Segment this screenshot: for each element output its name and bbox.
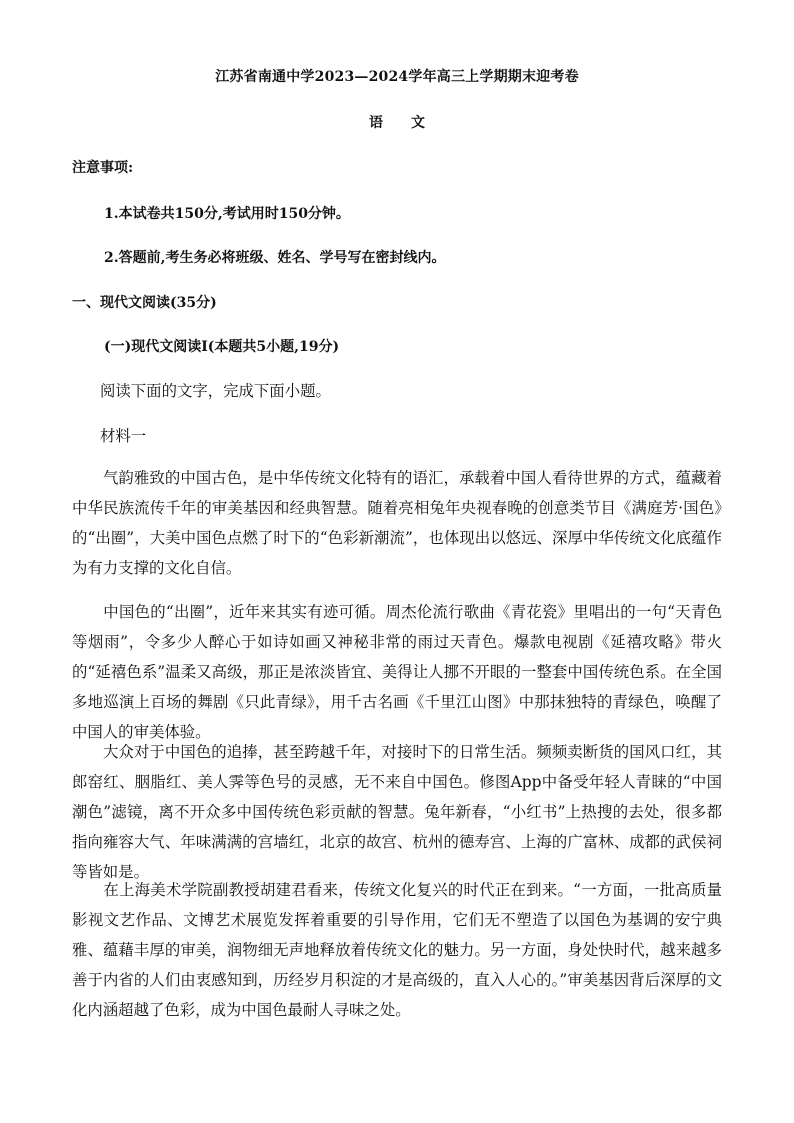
paragraph-3: 大众对于中国色的追捧，甚至跨越千年，对接时下的日常生活。频频卖断货的国风口红，其郎窑红、胭脂红、美人霁等色号的灵感，无不来自中国色。修图App中备受年轻人青睐的“中国潮色”滤镜，离不开众多中国传统色彩贡献的智慧。兔年新春，“小红书”上热搜的去处，很多都指向雍容大气、年味满满的宫墙红，北京的故宫、杭州的德寿宫、上海的广富林、成都的武侯祠等皆如是。 bbox=[72, 743, 722, 881]
subject-char-1: 语 bbox=[369, 115, 383, 131]
paragraph-2: 中国色的“出圈”，近年来其实有迹可循。周杰伦流行歌曲《青花瓷》里唱出的一句“天青色等烟雨”，令多少人醉心于如诗如画又神秘非常的雨过天青色。爆款电视剧《延禧攻略》带火的“延禧色系”温柔又高级，那正是浓淡皆宜、美得让人挪不开眼的一整套中国传统色系。在全国多地巡演上百场的舞剧《只此青绿》，用千古名画《千里江山图》中那抹独特的青绿色，唤醒了中国人的审美体验。 bbox=[72, 603, 722, 741]
subject-char-2: 文 bbox=[411, 115, 425, 131]
material-label: 材料一 bbox=[100, 427, 147, 445]
notice-item-2: 2.答题前,考生务必将班级、姓名、学号写在密封线内。 bbox=[104, 250, 446, 266]
subject-title bbox=[0, 112, 794, 132]
reading-instruction: 阅读下面的文字，完成下面小题。 bbox=[100, 382, 331, 400]
paragraph-1: 气韵雅致的中国古色，是中华传统文化特有的语汇，承载着中国人看待世界的方式，蕴藏着中华民族流传千年的审美基因和经典智慧。随着亮相兔年央视春晚的创意类节目《满庭芳·国色》的“出圈”，大美中国色点燃了时下的“色彩新潮流”，也体现出以悠远、深厚中华传统文化底蕴作为有力支撑的文化自信。 bbox=[72, 469, 722, 577]
sub-section-heading: (一)现代文阅读Ⅰ(本题共5小题,19分) bbox=[104, 339, 340, 355]
notice-heading: 注意事项: bbox=[72, 160, 134, 176]
section-heading: 一、现代文阅读(35分) bbox=[72, 295, 217, 311]
paragraph-4: 在上海美术学院副教授胡建君看来，传统文化复兴的时代正在到来。“一方面，一批高质量影视文艺作品、文博艺术展览发挥着重要的引导作用，它们无不塑造了以国色为基调的安宁典雅、蕴藉丰厚的审美，润物细无声地释放着传统文化的魅力。另一方面，身处快时代，越来越多善于内省的人们由衷感知到，历经岁月积淀的才是高级的，直入人心的。”审美基因背后深厚的文化内涵超越了色彩，成为中国色最耐人寻味之处。 bbox=[72, 881, 722, 1019]
notice-item-1: 1.本试卷共150分,考试用时150分钟。 bbox=[104, 206, 350, 222]
exam-title: 江苏省南通中学2023—2024学年高三上学期期末迎考卷 bbox=[215, 69, 579, 85]
